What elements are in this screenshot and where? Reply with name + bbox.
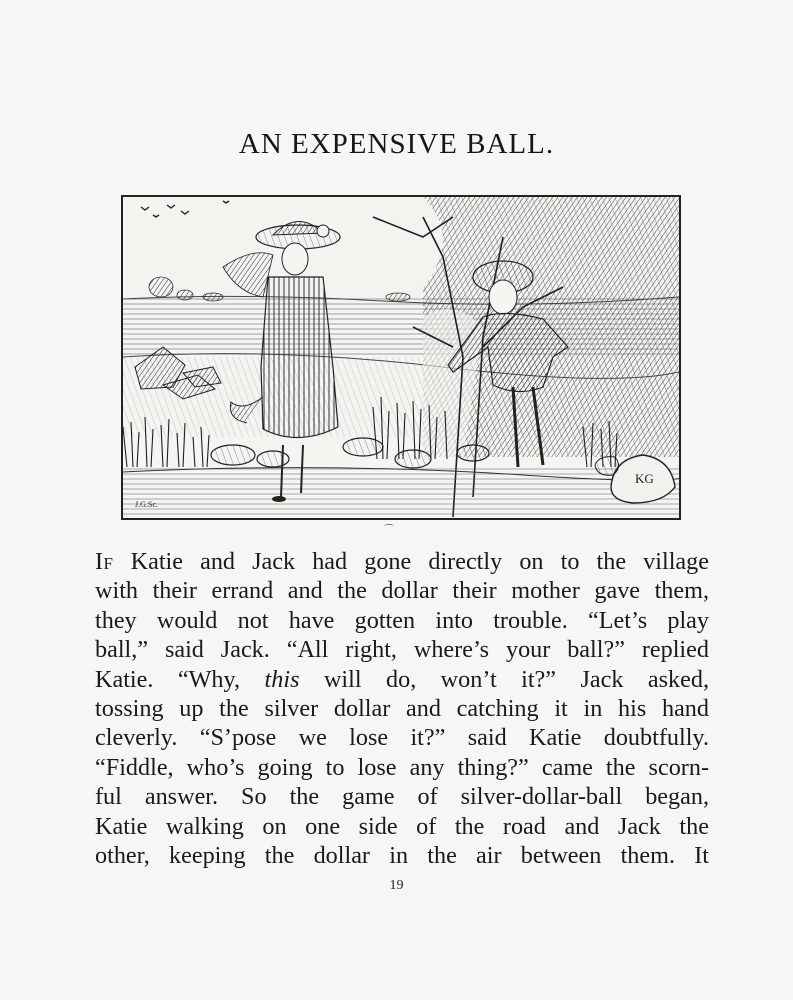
- text-line: If Katie and Jack had gone directly on to the village: [95, 548, 709, 575]
- stone-initials: KG: [635, 471, 654, 486]
- text-line: ful answer. So the game of silver-dollar-ball began,: [95, 783, 709, 811]
- drop-initial: If: [95, 548, 114, 575]
- text-line: other, keeping the dollar in the air between them. It: [95, 842, 709, 870]
- text-line: with their errand and the dollar their mother gave them,: [95, 577, 709, 605]
- text-line: Katie walking on one side of the road and Jack the: [95, 812, 709, 840]
- text-line: ball,” said Jack. “All right, where’s your ball?” replied: [95, 636, 709, 664]
- text-line: tossing up the silver dollar and catching it in his hand: [95, 695, 709, 723]
- page-title: AN EXPENSIVE BALL.: [238, 128, 555, 160]
- text-line: cleverly. “S’pose we lose it?” said Katie doubtfully.: [95, 724, 709, 752]
- emphasis: this: [264, 665, 300, 693]
- text-line: “Fiddle, who’s going to lose any thing?” came the scorn-: [95, 753, 709, 781]
- illustration: [121, 195, 681, 520]
- text-line: Katie. “Why, this will do, won’t it?” Jack asked,: [95, 665, 709, 693]
- ornament-icon: ⌒: [384, 525, 394, 536]
- text-line: they would not have gotten into trouble. “Let’s play: [95, 606, 709, 634]
- body-text: [95, 547, 709, 870]
- page-number: 19: [389, 878, 404, 893]
- engraver-signature: J.G.Sc.: [135, 500, 158, 509]
